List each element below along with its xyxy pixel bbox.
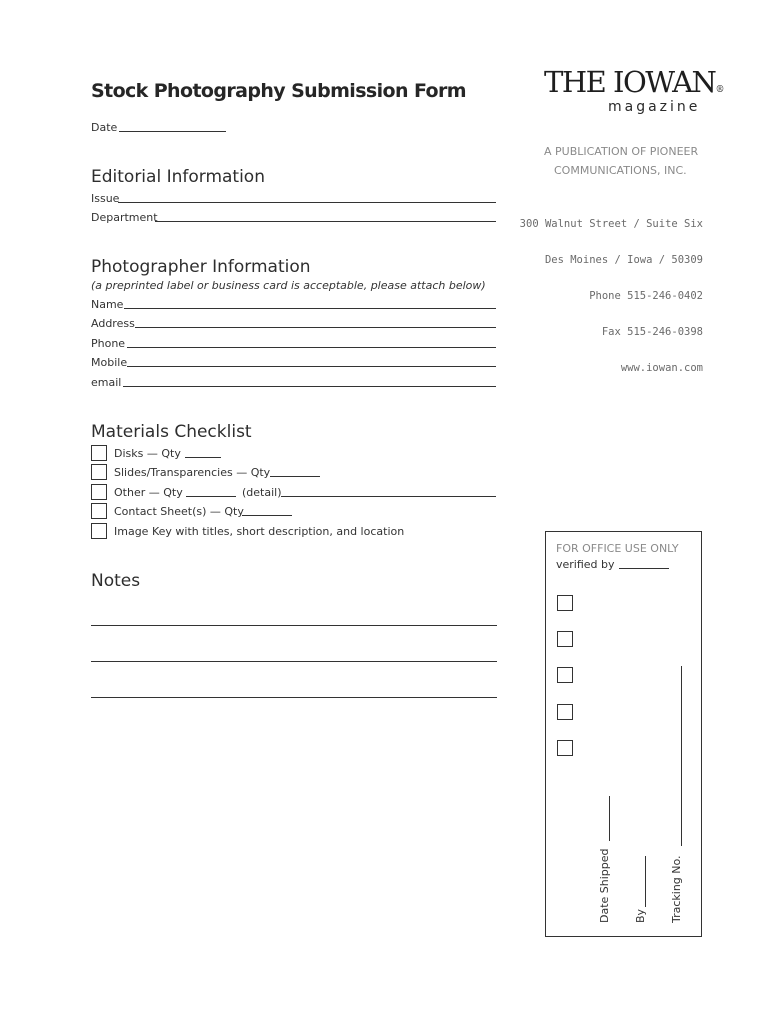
publication-line-1: A PUBLICATION OF PIONEER <box>544 145 699 158</box>
phone-number: Phone 515-246-0402 <box>589 290 703 302</box>
office-checkbox-2[interactable] <box>557 631 573 647</box>
disks-qty-field[interactable] <box>185 457 221 458</box>
name-label: Name <box>91 298 124 311</box>
iowan-logo <box>544 65 724 99</box>
department-label: Department <box>91 211 158 224</box>
other-qty-field[interactable] <box>186 496 236 497</box>
other-detail-field[interactable] <box>281 496 496 497</box>
phone-label: Phone <box>91 337 126 350</box>
mobile-field[interactable] <box>127 366 496 367</box>
other-checkbox[interactable] <box>91 484 107 500</box>
office-checkbox-4[interactable] <box>557 704 573 720</box>
slides-qty-field[interactable] <box>270 476 320 477</box>
tracking-label: Tracking No. <box>670 855 683 923</box>
materials-heading: Materials Checklist <box>91 422 252 442</box>
notes-heading: Notes <box>91 571 141 591</box>
date-shipped-label: Date Shipped <box>598 848 611 923</box>
email-field[interactable] <box>123 386 496 387</box>
disks-label: Disks — Qty <box>114 447 181 460</box>
office-checkbox-3[interactable] <box>557 667 573 683</box>
photographer-note: (a preprinted label or business card is acceptable, please attach below) <box>91 279 486 292</box>
address-line-2: Des Moines / Iowa / 50309 <box>544 254 703 266</box>
logo-subtitle: magazine <box>608 99 701 115</box>
phone-field[interactable] <box>127 347 496 348</box>
date-label: Date <box>91 121 118 134</box>
issue-label: Issue <box>91 192 120 205</box>
address-field[interactable] <box>135 327 496 328</box>
slides-checkbox[interactable] <box>91 464 107 480</box>
office-use-title: FOR OFFICE USE ONLY <box>556 542 679 555</box>
logo-text: THE IOWAN <box>544 65 716 99</box>
disks-checkbox[interactable] <box>91 445 107 461</box>
date-field[interactable] <box>119 131 226 132</box>
other-detail-label: (detail) <box>242 486 282 499</box>
tracking-field[interactable] <box>681 666 682 846</box>
photographer-heading: Photographer Information <box>91 257 311 277</box>
mobile-label: Mobile <box>91 356 128 369</box>
publication-line-2: COMMUNICATIONS, INC. <box>554 164 687 177</box>
notes-line-2[interactable] <box>91 661 497 662</box>
date-shipped-field[interactable] <box>609 796 610 841</box>
contact-sheets-checkbox[interactable] <box>91 503 107 519</box>
editorial-heading: Editorial Information <box>91 167 265 187</box>
issue-field[interactable] <box>118 202 496 203</box>
notes-line-3[interactable] <box>91 697 497 698</box>
fax-number: Fax 515-246-0398 <box>601 326 703 338</box>
verified-by-label: verified by <box>556 558 615 571</box>
address-line-1: 300 Walnut Street / Suite Six <box>519 218 703 230</box>
name-field[interactable] <box>124 308 496 309</box>
contact-sheets-label: Contact Sheet(s) — Qty <box>114 505 244 518</box>
registered-mark: ® <box>715 85 725 95</box>
notes-line-1[interactable] <box>91 625 497 626</box>
address-label: Address <box>91 317 135 330</box>
slides-label: Slides/Transparencies — Qty <box>114 466 271 479</box>
department-field[interactable] <box>155 221 496 222</box>
website-link[interactable]: www.iowan.com <box>620 362 703 374</box>
contact-sheets-qty-field[interactable] <box>242 515 292 516</box>
email-label: email <box>91 376 122 389</box>
by-field[interactable] <box>645 856 646 907</box>
other-label: Other — Qty <box>114 486 183 499</box>
image-key-label: Image Key with titles, short description, and location <box>114 525 405 538</box>
verified-by-field[interactable] <box>619 568 669 569</box>
form-title: Stock Photography Submission Form <box>91 80 466 102</box>
office-checkbox-1[interactable] <box>557 595 573 611</box>
image-key-checkbox[interactable] <box>91 523 107 539</box>
by-label: By <box>634 908 647 923</box>
office-checkbox-5[interactable] <box>557 740 573 756</box>
